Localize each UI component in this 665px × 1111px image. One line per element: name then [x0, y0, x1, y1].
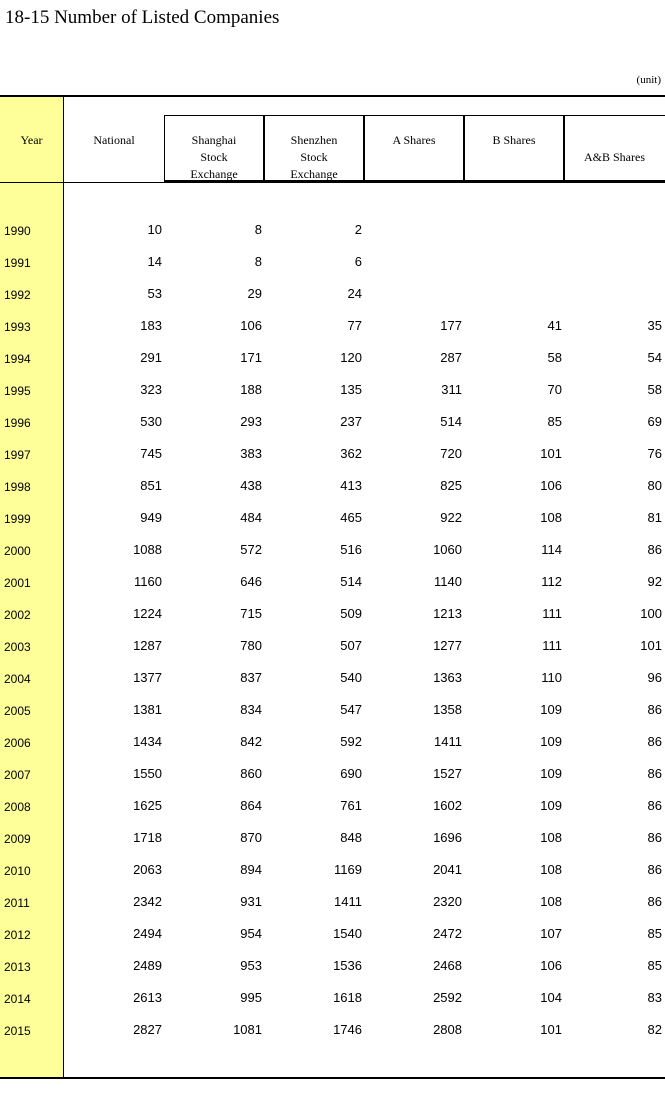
year-cell: 1996	[4, 416, 31, 430]
year-cell: 2005	[4, 704, 31, 718]
shenzhen-cell: 592	[340, 734, 362, 749]
ab-shares-cell: 86	[647, 734, 662, 749]
shenzhen-cell: 1411	[334, 894, 362, 909]
a-shares-cell: 825	[440, 478, 462, 493]
header-b-shares: B Shares	[492, 133, 536, 147]
shanghai-cell: 834	[240, 702, 262, 717]
b-shares-cell: 111	[542, 606, 562, 621]
table-row	[0, 214, 665, 246]
a-shares-cell: 1277	[433, 638, 462, 653]
ab-shares-cell: 86	[647, 798, 662, 813]
shanghai-cell: 484	[240, 510, 262, 525]
header-box-ab-shares-bottom	[565, 180, 665, 182]
ab-shares-cell: 86	[647, 894, 662, 909]
ab-shares-cell: 76	[647, 446, 662, 461]
b-shares-cell: 41	[547, 318, 562, 333]
shanghai-cell: 995	[240, 990, 262, 1005]
table-row	[0, 822, 665, 854]
shenzhen-cell: 1746	[333, 1022, 362, 1037]
national-cell: 1287	[133, 638, 162, 653]
table-row	[0, 534, 665, 566]
table-row	[0, 1014, 665, 1046]
shenzhen-cell: 120	[340, 350, 362, 365]
shanghai-cell: 931	[240, 894, 262, 909]
national-cell: 1434	[133, 734, 162, 749]
year-cell: 1999	[4, 512, 31, 526]
shanghai-cell: 837	[240, 670, 262, 685]
b-shares-cell: 108	[540, 510, 562, 525]
table-bottom-rule	[0, 1077, 665, 1079]
year-cell: 1995	[4, 384, 31, 398]
unit-label: (unit)	[636, 74, 661, 86]
year-cell: 1992	[4, 288, 31, 302]
table-row	[0, 918, 665, 950]
a-shares-cell: 2041	[433, 862, 462, 877]
b-shares-cell: 108	[540, 862, 562, 877]
a-shares-cell: 2592	[433, 990, 462, 1005]
year-cell: 2010	[4, 864, 31, 878]
ab-shares-cell: 85	[647, 926, 662, 941]
national-cell: 1625	[133, 798, 162, 813]
b-shares-cell: 109	[540, 766, 562, 781]
b-shares-cell: 110	[541, 670, 562, 685]
table-row	[0, 630, 665, 662]
b-shares-cell: 109	[540, 702, 562, 717]
b-shares-cell: 58	[547, 350, 562, 365]
ab-shares-cell: 86	[647, 702, 662, 717]
table-row	[0, 438, 665, 470]
a-shares-cell: 2808	[433, 1022, 462, 1037]
ab-shares-cell: 100	[640, 606, 662, 621]
shanghai-cell: 188	[240, 382, 262, 397]
b-shares-cell: 106	[540, 958, 562, 973]
table-top-rule	[0, 95, 665, 97]
ab-shares-cell: 86	[647, 542, 662, 557]
shanghai-cell: 646	[240, 574, 262, 589]
a-shares-cell: 1140	[434, 574, 462, 589]
b-shares-cell: 104	[540, 990, 562, 1005]
year-cell: 2012	[4, 928, 31, 942]
shenzhen-cell: 514	[340, 574, 362, 589]
shenzhen-cell: 24	[347, 286, 362, 301]
national-cell: 530	[140, 414, 162, 429]
shanghai-cell: 860	[240, 766, 262, 781]
year-cell: 2004	[4, 672, 31, 686]
shenzhen-cell: 540	[340, 670, 362, 685]
a-shares-cell: 1411	[434, 734, 462, 749]
national-cell: 2063	[133, 862, 162, 877]
a-shares-cell: 2320	[433, 894, 462, 909]
shanghai-cell: 383	[240, 446, 262, 461]
table-row	[0, 470, 665, 502]
ab-shares-cell: 92	[647, 574, 662, 589]
shenzhen-cell: 547	[340, 702, 362, 717]
shenzhen-cell: 362	[340, 446, 362, 461]
shanghai-cell: 870	[240, 830, 262, 845]
table-row	[0, 310, 665, 342]
national-cell: 291	[140, 350, 162, 365]
shenzhen-cell: 516	[340, 542, 362, 557]
shanghai-cell: 8	[254, 254, 262, 269]
year-cell: 2002	[4, 608, 31, 622]
national-cell: 1550	[133, 766, 162, 781]
header-ab-shares: A&B Shares	[584, 150, 645, 164]
year-cell: 2014	[4, 992, 31, 1006]
b-shares-cell: 112	[541, 574, 562, 589]
shanghai-cell: 29	[247, 286, 262, 301]
a-shares-cell: 2472	[433, 926, 462, 941]
national-cell: 10	[147, 222, 162, 237]
a-shares-cell: 514	[440, 414, 462, 429]
table-row	[0, 566, 665, 598]
ab-shares-cell: 54	[647, 350, 662, 365]
a-shares-cell: 1358	[433, 702, 462, 717]
national-cell: 1718	[133, 830, 162, 845]
shenzhen-cell: 1169	[334, 862, 362, 877]
shanghai-cell: 715	[240, 606, 262, 621]
a-shares-cell: 311	[441, 382, 462, 397]
year-cell: 2007	[4, 768, 31, 782]
year-cell: 2009	[4, 832, 31, 846]
shenzhen-cell: 77	[347, 318, 362, 333]
year-cell: 2013	[4, 960, 31, 974]
shanghai-cell: 953	[240, 958, 262, 973]
national-cell: 2827	[133, 1022, 162, 1037]
shenzhen-cell: 509	[340, 606, 362, 621]
b-shares-cell: 109	[540, 798, 562, 813]
national-cell: 745	[140, 446, 162, 461]
table-row	[0, 694, 665, 726]
b-shares-cell: 101	[540, 1022, 562, 1037]
shanghai-cell: 438	[240, 478, 262, 493]
national-cell: 851	[140, 478, 162, 493]
b-shares-cell: 109	[540, 734, 562, 749]
a-shares-cell: 1213	[433, 606, 462, 621]
a-shares-cell: 1602	[433, 798, 462, 813]
ab-shares-cell: 35	[647, 318, 662, 333]
header-shenzhen: Shenzhen Stock Exchange	[290, 133, 338, 181]
shenzhen-cell: 690	[340, 766, 362, 781]
year-cell: 1994	[4, 352, 31, 366]
year-cell: 2001	[4, 576, 31, 590]
table-row	[0, 502, 665, 534]
shenzhen-cell: 1540	[333, 926, 362, 941]
b-shares-cell: 107	[540, 926, 562, 941]
shenzhen-cell: 507	[340, 638, 362, 653]
national-cell: 1160	[134, 574, 162, 589]
table-row	[0, 374, 665, 406]
b-shares-cell: 114	[541, 542, 562, 557]
shanghai-cell: 780	[240, 638, 262, 653]
table-row	[0, 342, 665, 374]
national-cell: 14	[147, 254, 162, 269]
b-shares-cell: 111	[542, 638, 562, 653]
year-cell: 2000	[4, 544, 31, 558]
table-row	[0, 406, 665, 438]
ab-shares-cell: 85	[647, 958, 662, 973]
a-shares-cell: 2468	[433, 958, 462, 973]
shanghai-cell: 171	[240, 350, 262, 365]
year-cell: 2008	[4, 800, 31, 814]
ab-shares-cell: 86	[647, 830, 662, 845]
national-cell: 1381	[133, 702, 162, 717]
table-row	[0, 982, 665, 1014]
ab-shares-cell: 58	[647, 382, 662, 397]
a-shares-cell: 1527	[433, 766, 462, 781]
b-shares-cell: 101	[540, 446, 562, 461]
ab-shares-cell: 86	[647, 766, 662, 781]
year-cell: 2003	[4, 640, 31, 654]
table-row	[0, 278, 665, 310]
header-shanghai: Shanghai Stock Exchange	[190, 133, 238, 181]
ab-shares-cell: 69	[647, 414, 662, 429]
ab-shares-cell: 80	[647, 478, 662, 493]
table-row	[0, 790, 665, 822]
table-row	[0, 598, 665, 630]
a-shares-cell: 922	[440, 510, 462, 525]
shanghai-cell: 572	[240, 542, 262, 557]
table-body	[0, 214, 665, 1046]
shanghai-cell: 894	[240, 862, 262, 877]
ab-shares-cell: 96	[647, 670, 662, 685]
shanghai-cell: 106	[240, 318, 262, 333]
shenzhen-cell: 6	[354, 254, 362, 269]
table-row	[0, 950, 665, 982]
ab-shares-cell: 81	[647, 510, 662, 525]
table-row	[0, 726, 665, 758]
b-shares-cell: 106	[540, 478, 562, 493]
page-title: 18-15 Number of Listed Companies	[5, 7, 280, 28]
shenzhen-cell: 2	[354, 222, 362, 237]
national-cell: 1088	[133, 542, 162, 557]
a-shares-cell: 287	[440, 350, 462, 365]
a-shares-cell: 720	[440, 446, 462, 461]
year-cell: 1990	[4, 224, 31, 238]
shenzhen-cell: 237	[340, 414, 362, 429]
table-row	[0, 662, 665, 694]
national-cell: 1377	[133, 670, 162, 685]
header-box-a-shares-bottom	[365, 180, 463, 182]
national-cell: 2613	[133, 990, 162, 1005]
table-row	[0, 246, 665, 278]
national-cell: 1224	[133, 606, 162, 621]
shenzhen-cell: 1536	[333, 958, 362, 973]
ab-shares-cell: 83	[647, 990, 662, 1005]
year-cell: 1998	[4, 480, 31, 494]
year-cell: 1993	[4, 320, 31, 334]
a-shares-cell: 177	[440, 318, 462, 333]
national-cell: 2494	[133, 926, 162, 941]
shanghai-cell: 1081	[233, 1022, 262, 1037]
b-shares-cell: 85	[547, 414, 562, 429]
shenzhen-cell: 465	[340, 510, 362, 525]
b-shares-cell: 70	[547, 382, 562, 397]
table-row	[0, 886, 665, 918]
year-cell: 2011	[4, 896, 30, 910]
shenzhen-cell: 848	[340, 830, 362, 845]
shanghai-cell: 842	[240, 734, 262, 749]
year-cell: 1997	[4, 448, 31, 462]
shenzhen-cell: 1618	[333, 990, 362, 1005]
table-row	[0, 854, 665, 886]
national-cell: 949	[140, 510, 162, 525]
shanghai-cell: 8	[254, 222, 262, 237]
national-cell: 53	[147, 286, 162, 301]
year-cell: 2006	[4, 736, 31, 750]
a-shares-cell: 1363	[433, 670, 462, 685]
header-national: National	[93, 133, 135, 147]
header-a-shares: A Shares	[392, 133, 436, 147]
shanghai-cell: 293	[240, 414, 262, 429]
ab-shares-cell: 86	[647, 862, 662, 877]
table-row	[0, 758, 665, 790]
b-shares-cell: 108	[540, 894, 562, 909]
national-cell: 2342	[133, 894, 162, 909]
shenzhen-cell: 413	[340, 478, 362, 493]
national-cell: 183	[140, 318, 162, 333]
national-cell: 323	[140, 382, 162, 397]
shenzhen-cell: 135	[340, 382, 362, 397]
header-year: Year	[20, 133, 43, 147]
ab-shares-cell: 82	[647, 1022, 662, 1037]
b-shares-cell: 108	[540, 830, 562, 845]
year-cell: 2015	[4, 1024, 31, 1038]
national-cell: 2489	[133, 958, 162, 973]
a-shares-cell: 1696	[433, 830, 462, 845]
shenzhen-cell: 761	[340, 798, 362, 813]
shanghai-cell: 864	[240, 798, 262, 813]
shanghai-cell: 954	[240, 926, 262, 941]
year-cell: 1991	[4, 256, 31, 270]
a-shares-cell: 1060	[433, 542, 462, 557]
header-box-b-shares-bottom	[465, 180, 563, 182]
ab-shares-cell: 101	[640, 638, 662, 653]
